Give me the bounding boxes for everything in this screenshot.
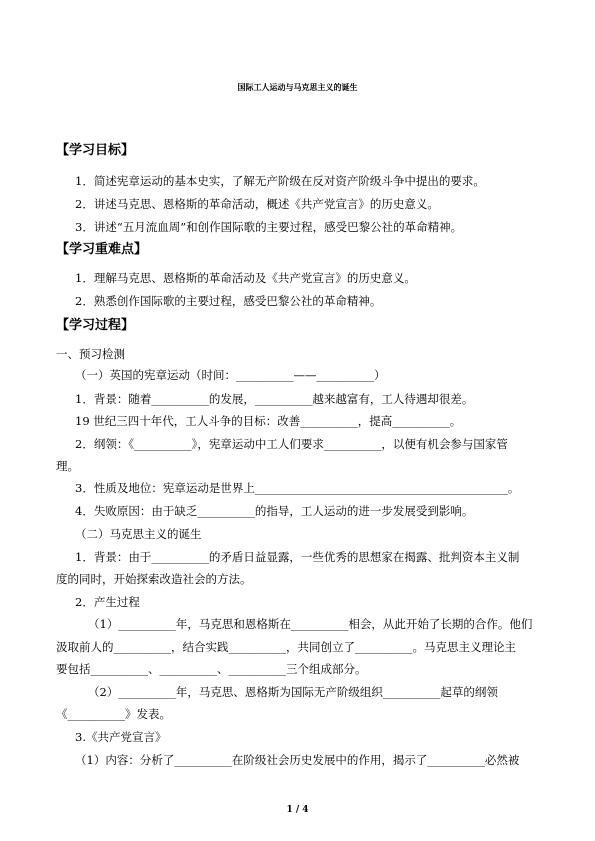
body-line: 《__________》发表。 (56, 707, 171, 721)
section-heading-process: 【学习过程】 (56, 318, 135, 333)
body-line: （2）__________年，马克思、恩格斯为国际无产阶级组织__________起草的纲领 (88, 685, 498, 699)
body-line: （1）内容：分析了__________在阶级社会历史发展中的作用，揭示了__________必然被 (75, 753, 520, 767)
body-line: 汲取前人的__________，结合实践__________，共同创立了__________。马克思主义理论主 (56, 640, 516, 654)
body-line: 19 世纪三四十年代，工人斗争的目标：改善__________，提高__________。 (75, 414, 462, 428)
body-line: （一）英国的宪章运动（时间：__________——__________） (75, 368, 386, 382)
body-line: 1．背景：由于__________的矛盾日益显露，一些优秀的思想家在揭露、批判资本主义制 (75, 550, 520, 564)
body-line: 1．背景：随着__________的发展，__________越来越富有，工人待遇却很差。 (75, 392, 474, 406)
document-title: 国际工人运动与马克思主义的诞生 (237, 83, 358, 92)
body-line: （二）马克思主义的诞生 (75, 527, 202, 541)
body-line: 3．性质及地位：宪章运动是世界上____________________________________________。 (75, 481, 520, 495)
section-heading-goals: 【学习目标】 (56, 143, 135, 158)
page-number: 1 / 4 (286, 805, 309, 815)
goal-item-2: 2．讲述马克思、恩格斯的革命活动，概述《共产党宣言》的历史意义。 (75, 197, 439, 211)
body-line: 度的同时，开始探索改造社会的方法。 (56, 572, 252, 586)
body-line: 4．失败原因：由于缺乏__________的指导，工人运动的进一步发展受到影响。 (75, 504, 474, 518)
body-line: （1）__________年，马克思和恩格斯在__________相会，从此开始了长期的合作。他们 (88, 617, 533, 631)
body-line: 2．产生过程 (75, 595, 140, 609)
goal-item-3: 3．讲述“五月流血周”和创作国际歌的主要过程，感受巴黎公社的革命精神。 (75, 220, 463, 234)
key-item-2: 2．熟悉创作国际歌的主要过程，感受巴黎公社的革命精神。 (75, 294, 382, 308)
goal-item-1: 1．简述宪章运动的基本史实，了解无产阶级在反对资产阶级斗争中提出的要求。 (75, 174, 485, 188)
body-line: 3.《共产党宣言》 (75, 730, 167, 744)
body-line: 理。 (56, 459, 79, 473)
key-item-1: 1．理解马克思、恩格斯的革命活动及《共产党宣言》的历史意义。 (75, 271, 416, 285)
body-line: 一、预习检测 (56, 347, 125, 361)
section-heading-key: 【学习重难点】 (56, 242, 148, 257)
body-line: 2．纲领：《__________》，宪章运动中工人们要求__________，以便有机会参与国家管 (75, 437, 508, 451)
body-line: 要包括__________、__________、__________三个组成部分。 (56, 662, 367, 676)
